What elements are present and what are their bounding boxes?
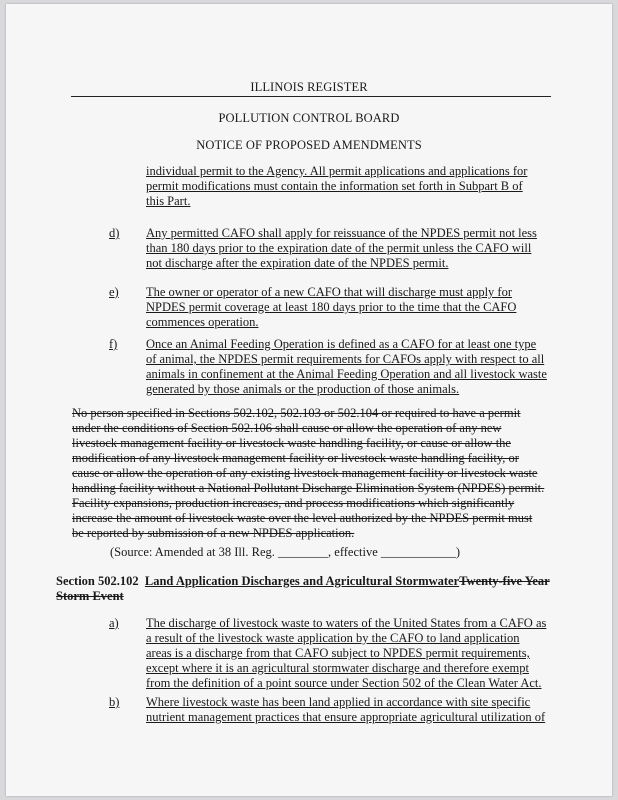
item-f-label: f) xyxy=(109,337,118,351)
section-title-deleted: Twenty-five Year Storm Event xyxy=(56,574,550,603)
subsection-a-text: The discharge of livestock waste to waters of the United States from a CAFO as a result of the livestock waste application by the CAFO to land application areas is a discharge from that CAFO subject to NPDES permit requirements, except where it is an agricultural stormwater discharge and therefore exempt from the definition of a point source under Section 502 of the Clean Water Act. xyxy=(146,616,547,690)
continuation-text: individual permit to the Agency. All permit applications and applications for permit modifications must contain the information set forth in Subpart B of this Part. xyxy=(146,164,528,208)
subsection-a-label: a) xyxy=(109,616,119,630)
board-header: POLLUTION CONTROL BOARD xyxy=(218,111,400,125)
item-e-label: e) xyxy=(109,285,119,299)
item-e-text: The owner or operator of a new CAFO that will discharge must apply for NPDES permit coverage at least 180 days prior to the time that the CAFO commences operation. xyxy=(146,285,517,329)
item-f-text: Once an Animal Feeding Operation is defined as a CAFO for at least one type of animal, the NPDES permit requirements for CAFOs apply with respect to all animals in confinement at the Animal Feeding Operation and all livestock waste generated by those animals or the production of those animals. xyxy=(146,337,547,396)
subsection-b-text: Where livestock waste has been land applied in accordance with site specific nutrient management practices that ensure appropriate agricultural utilization of xyxy=(146,695,546,724)
subsection-b-label: b) xyxy=(109,695,120,709)
section-number: Section 502.102 xyxy=(56,574,139,588)
section-title-added: Land Application Discharges and Agricultural Stormwater xyxy=(144,574,460,588)
document-page xyxy=(6,4,612,796)
section-heading xyxy=(56,574,551,604)
notice-header: NOTICE OF PROPOSED AMENDMENTS xyxy=(196,138,422,152)
header-rule xyxy=(71,96,551,97)
item-d-text: Any permitted CAFO shall apply for reissuance of the NPDES permit not less than 180 days prior to the expiration date of the permit unless the CAFO will not discharge after the expiration date of the NPDES permit. xyxy=(146,226,537,270)
register-header: ILLINOIS REGISTER xyxy=(250,80,368,94)
deleted-paragraph: No person specified in Sections 502.102, 502.103 or 502.104 or required to have a permit under the conditions of Section 502.106 shall cause or allow the operation of any new livestock management facility or livestock waste handling facility, or cause or allow the modification of any livestock management facility or livestock waste handling facility, or cause or allow the operation of any existing livestock management facility or livestock waste handling facility without a National Pollutant Discharge Elimination System (NPDES) permit. Facility expansions, production increases, and process modifications which significantly increase the amount of livestock waste over the level authorized by the NPDES permit must be reported by submission of a new NPDES application. xyxy=(72,406,545,540)
source-note: (Source: Amended at 38 Ill. Reg. ________, effective ____________) xyxy=(110,545,461,559)
item-d-label: d) xyxy=(109,226,120,240)
